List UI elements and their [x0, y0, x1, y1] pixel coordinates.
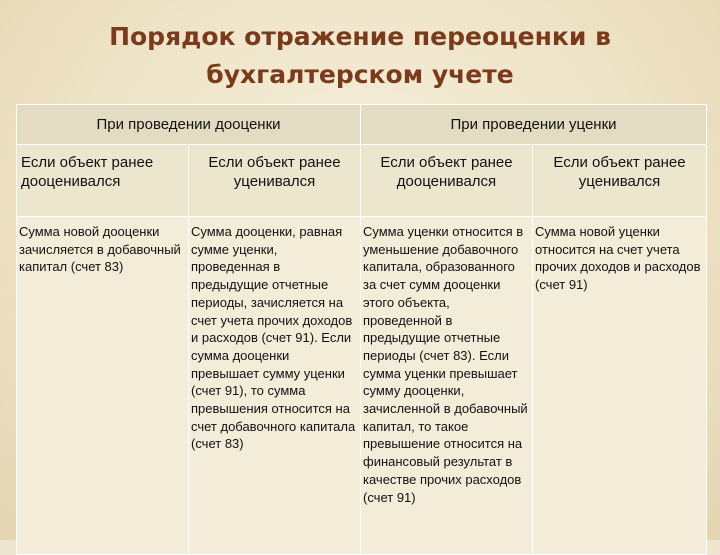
content-text-3: Сумма уценки относится в уменьшение добавочного капитала, образованного за счет сумм дооценки этого объекта, проведенной в предыдущие отчетные периоды (счет 83). Если сумма уценки превышает сумму дооценки, зачисленной в добавочный капитал, то такое превышение относится на финансовый результат в качестве прочих расходов (счет 91) [363, 224, 528, 505]
group-header-revaluation-up: При проведении дооценки [17, 105, 361, 145]
sub-header-1: Если объект ранее дооценивался [17, 145, 189, 217]
content-row [17, 217, 707, 555]
sub-header-3: Если объект ранее дооценивался [361, 145, 533, 217]
revaluation-table [16, 104, 707, 555]
content-text-2: Сумма дооценки, равная сумме уценки, проведенная в предыдущие отчетные периоды, зачисляется на счет учета прочих доходов и расходов (счет 91). Если сумма дооценки превышает сумму уценки (счет 91), то сумма превышения относится на счет добавочного капитала (счет 83) [191, 224, 356, 452]
group-header-revaluation-down: При проведении уценки [361, 105, 707, 145]
content-cell-4 [533, 217, 707, 555]
content-cell-3 [361, 217, 533, 555]
content-text-1: Сумма новой дооценки зачисляется в добавочный капитал (счет 83) [19, 224, 181, 275]
title-line-1: Порядок отражение переоценки в [109, 22, 611, 51]
content-text-4: Сумма новой уценки относится на счет учета прочих доходов и расходов (счет 91) [535, 224, 701, 293]
title-line-2: бухгалтерском учете [206, 60, 514, 89]
sub-header-4: Если объект ранее уценивался [533, 145, 707, 217]
sub-header-row [17, 145, 707, 217]
slide-title [0, 18, 720, 94]
content-cell-2 [189, 217, 361, 555]
group-header-row [17, 105, 707, 145]
content-cell-1 [17, 217, 189, 555]
sub-header-2: Если объект ранее уценивался [189, 145, 361, 217]
